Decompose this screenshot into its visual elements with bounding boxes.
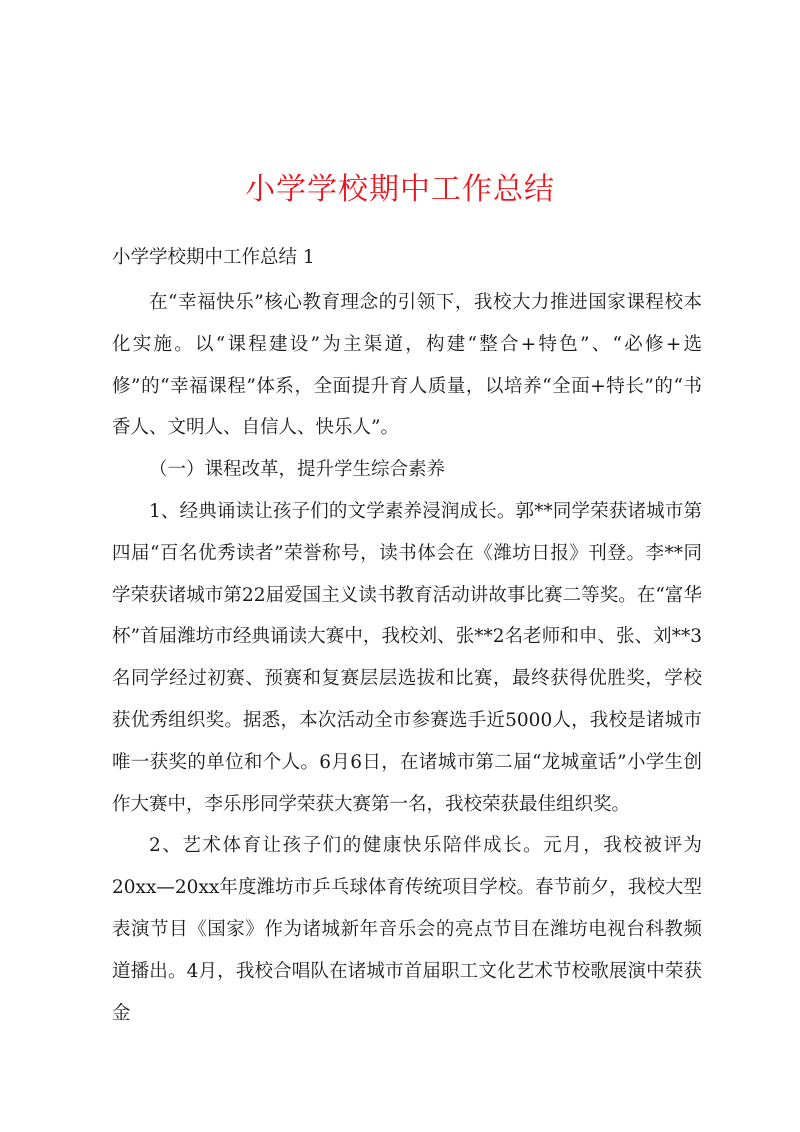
document-body [112, 282, 702, 1034]
document-title: 小学学校期中工作总结 [245, 172, 555, 207]
paragraph-classic-reading: 1、经典诵读让孩子们的文学素养浸润成长。郭**同学荣获诸城市第四届“百名优秀读者”荣誉称号，读书体会在《潍坊日报》刊登。李**同学荣获诸城市第22届爱国主义读书教育活动讲故事比赛二等奖。在“富华杯”首届潍坊市经典诵读大赛中，我校刘、张**2名老师和申、张、刘**3名同学经过初赛、预赛和复赛层层选拔和比赛，最终获得优胜奖，学校获优秀组织奖。据悉，本次活动全市参赛选手近5000人，我校是诸城市唯一获奖的单位和个人。6月6日，在诸城市第二届“龙城童话”小学生创作大赛中，李乐彤同学荣获大赛第一名，我校荣获最佳组织奖。 [112, 500, 702, 815]
paragraph-section-heading: （一）课程改革，提升学生综合素养 [149, 459, 446, 481]
section-heading: 小学学校期中工作总结 1 [112, 247, 315, 268]
paragraph-intro: 在“幸福快乐”核心教育理念的引领下，我校大力推进国家课程校本化实施。以“课程建设”为主渠道，构建“整合+特色”、“必修+选修”的“幸福课程”体系，全面提升育人质量，以培养“全面+特长”的“书香人、文明人、自信人、快乐人”。 [112, 292, 702, 439]
paragraph-arts-sports: 2、艺术体育让孩子们的健康快乐陪伴成长。元月，我校被评为20xx—20xx年度潍坊市乒乓球体育传统项目学校。春节前夕，我校大型表演节目《国家》作为诸城新年音乐会的亮点节目在潍坊电视台科教频道播出。4月，我校合唱队在诸城市首届职工文化艺术节校歌展演中荣获金 [112, 835, 702, 1024]
